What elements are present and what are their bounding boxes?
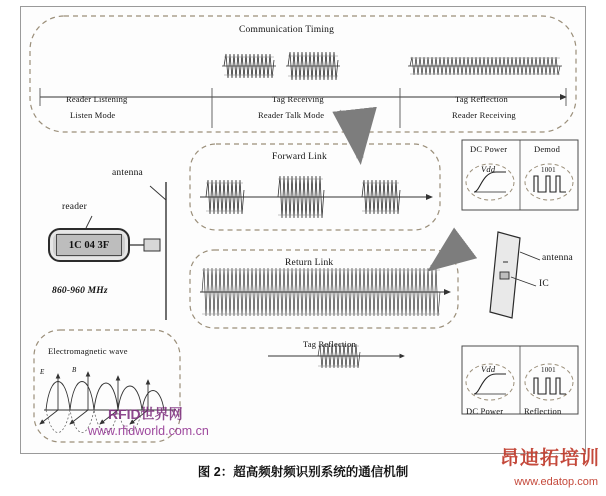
dc-power-title-bottom: DC Power: [466, 406, 504, 416]
tag-ic-label: IC: [539, 279, 549, 289]
reader-antenna-label: antenna: [112, 168, 143, 178]
brand-url-watermark: www.edatop.com: [514, 476, 598, 488]
communication-timing-title: Communication Timing: [239, 25, 335, 35]
em-axis-label-b: B: [72, 366, 77, 374]
reader-display-value: 1C 04 3F: [56, 234, 122, 256]
demod-bits-top: 1001: [541, 166, 556, 174]
demod-title: Demod: [534, 144, 561, 154]
phase-1-line1: Reader Listening: [66, 94, 128, 104]
watermark-line2: www.rfidworld.com.cn: [88, 424, 209, 438]
brand-watermark: 昂迪拓培训: [499, 448, 600, 469]
dc-power-title-top: DC Power: [470, 144, 508, 154]
reflection-bits-bottom: 1001: [541, 366, 556, 374]
forward-link-title: Forward Link: [272, 152, 327, 162]
phase-1-line2: Listen Mode: [70, 110, 116, 120]
phase-2-line1: Tag Receiving: [272, 94, 324, 104]
phase-3-line1: Tag Reflection: [455, 94, 508, 104]
vdd-label-top: Vdd: [481, 164, 496, 174]
figure-caption: 图 2：超高频射频识别系统的通信机制: [197, 465, 409, 479]
phase-2-line2: Reader Talk Mode: [258, 110, 325, 120]
tag-reflection-label: Tag Reflection: [303, 339, 356, 349]
vdd-label-bottom: Vdd: [481, 364, 496, 374]
em-axis-label-e: E: [40, 368, 45, 376]
em-wave-title: Electromagnetic wave: [48, 346, 128, 356]
reflection-title: Reflection: [524, 406, 562, 416]
phase-3-line2: Reader Receiving: [452, 110, 516, 120]
tag-antenna-label: antenna: [542, 253, 573, 263]
watermark-line1: RFID世界网: [108, 406, 183, 422]
reader-label: reader: [62, 202, 87, 212]
return-link-title: Return Link: [285, 258, 334, 268]
frequency-label: 860-960 MHz: [52, 286, 108, 296]
